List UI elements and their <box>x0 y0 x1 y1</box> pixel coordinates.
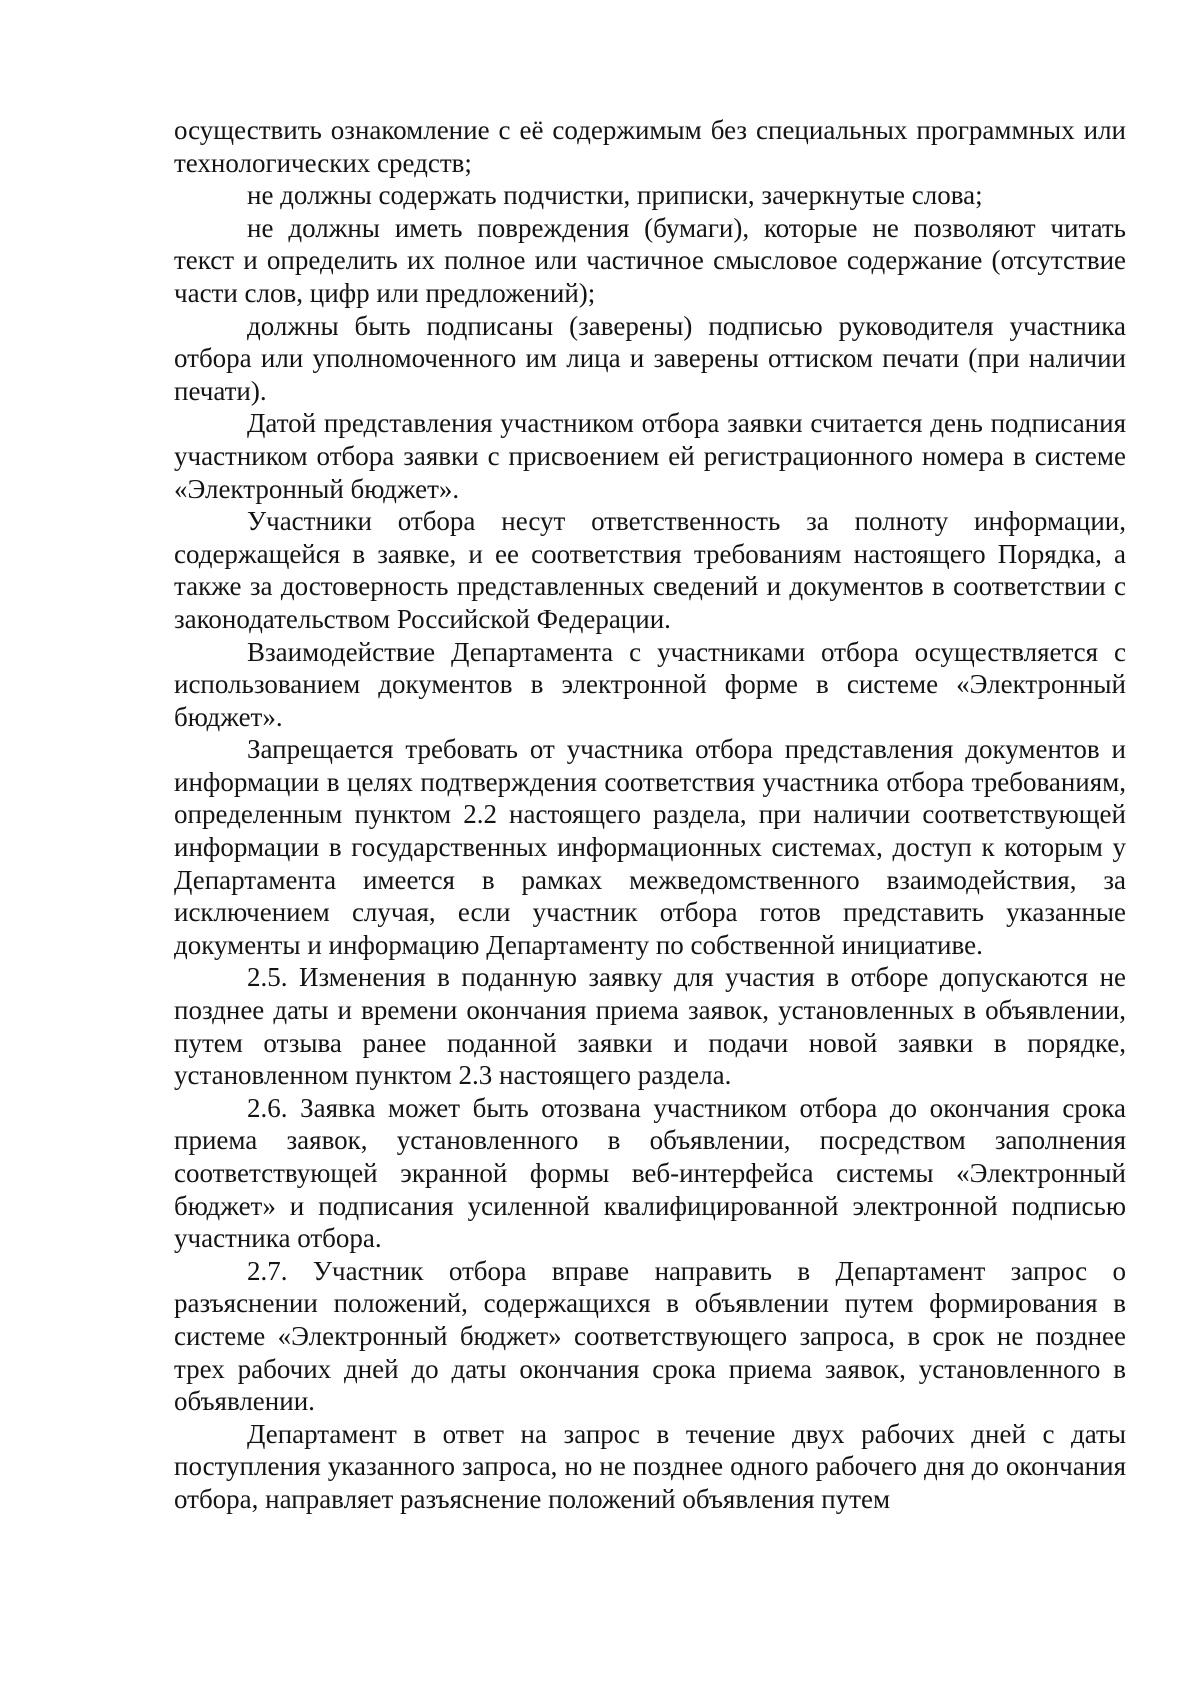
paragraph-12: Департамент в ответ на запрос в течение двух рабочих дней с даты поступления указанного запроса, но не позднее одного рабочего дня до окончания отбора, направляет разъяснение положений объявления путем <box>174 1418 1126 1514</box>
paragraph-10-section-2-6: 2.6. Заявка может быть отозвана участником отбора до окончания срока приема заявок, установленного в объявлении, посредством заполнения соответствующей экранной формы веб-интерфейса системы «Электронный бюджет» и подписания усиленной квалифицированной электронной подписью участника отбора. <box>174 1092 1126 1254</box>
paragraph-6: Участники отбора несут ответственность за полноту информации, содержащейся в заявке, и ее соответствия требованиям настоящего Порядка, а также за достоверность представленных сведений и документов в соответствии с законодательством Российской Федерации. <box>174 506 1126 634</box>
paragraph-7: Взаимодействие Департамента с участниками отбора осуществляется с использованием документов в электронной форме в системе «Электронный бюджет». <box>174 636 1126 732</box>
paragraph-1: осуществить ознакомление с её содержимым без специальных программных или технологических средств; <box>174 115 1126 178</box>
paragraph-3: не должны иметь повреждения (бумаги), которые не позволяют читать текст и определить их полное или частичное смысловое содержание (отсутствие части слов, цифр или предложений); <box>174 212 1126 308</box>
paragraph-9-section-2-5: 2.5. Изменения в поданную заявку для участия в отборе допускаются не позднее даты и времени окончания приема заявок, установленных в объявлении, путем отзыва ранее поданной заявки и подачи новой заявки в порядке, установленном пунктом 2.3 настоящего раздела. <box>174 962 1126 1091</box>
paragraph-2: не должны содержать подчистки, приписки, зачеркнутые слова; <box>247 180 983 211</box>
paragraph-5: Датой представления участником отбора заявки считается день подписания участником отбора заявки с присвоением ей регистрационного номера в системе «Электронный бюджет». <box>174 408 1126 504</box>
document-body <box>174 114 1126 1516</box>
paragraph-11-section-2-7: 2.7. Участник отбора вправе направить в Департамент запрос о разъяснении положений, содержащихся в объявлении путем формирования в системе «Электронный бюджет» соответствующего запроса, в срок не позднее трех рабочих дней до даты окончания срока приема заявок, установленного в объявлении. <box>174 1255 1126 1417</box>
paragraph-4: должны быть подписаны (заверены) подписью руководителя участника отбора или уполномоченного им лица и заверены оттиском печати (при наличии печати). <box>174 310 1126 406</box>
paragraph-8: Запрещается требовать от участника отбора представления документов и информации в целях подтверждения соответствия участника отбора требованиям, определенным пунктом 2.2 настоящего раздела, при наличии соответствующей информации в государственных информационных системах, доступ к которым у Департамента имеется в рамках межведомственного взаимодействия, за исключением случая, если участник отбора готов представить указанные документы и информацию Департаменту по собственной инициативе. <box>174 734 1126 960</box>
